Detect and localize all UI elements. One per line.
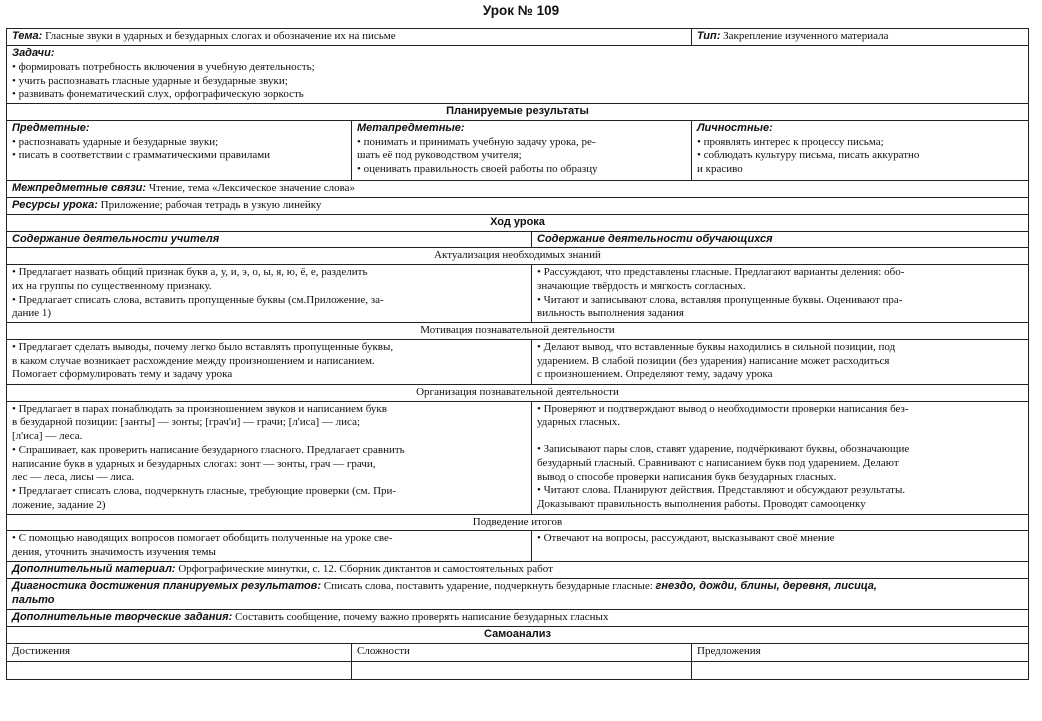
students-line: безударный гласный. Сравнивают с написанием букв под ударением. Делают [537,456,899,469]
teacher-line: их на группы по существенному признаку. [12,279,212,292]
meta-result-item: • оценивать правильность своей работы по образцу [357,163,598,175]
teacher-column-header: Содержание деятельности учителя [7,231,532,248]
stage-title: Подведение итогов [7,514,1029,531]
tasks-cell [7,46,1029,104]
tasks-label: Задачи: [12,47,55,59]
teacher-line: Помогает сформулировать тему и задачу урока [12,368,233,381]
students-line: вывод о способе проверки написания букв безударных гласных. [537,470,837,483]
students-line: • Читают слова. Планируют действия. Представляют и обсуждают результаты. [537,484,906,497]
topic-text: Гласные звуки в ударных и безударных слогах и обозначение их на письме [45,30,396,42]
task-item: • учить распознавать гласные ударные и безударные звуки; [12,74,288,87]
additional-material-label: Дополнительный материал: [12,563,176,576]
task-item: • развивать фонематический слух, орфографическую зоркость [12,88,304,101]
additional-material-cell [7,562,1029,579]
stage-title: Организация познавательной деятельности [7,384,1029,401]
subject-result-item: • писать в соответствии с грамматическими правилами [12,149,271,162]
type-text: Закрепление изученного материала [723,30,889,42]
students-line: • Читают и записывают слова, вставляя пропущенные буквы. Оценивают пра- [537,293,903,306]
diagnostics-text: Списать слова, поставить ударение, подчеркнуть безударные гласные: [323,580,653,593]
type-label: Тип: [697,30,721,42]
stage-teacher-cell [7,401,532,514]
teacher-line: написание букв в ударных и безударных слогах: зонт — зонты, грач — грачи, [12,457,376,470]
students-line: вильность выполнения задания [537,307,684,320]
teacher-line: ложение, задание 2) [12,498,106,511]
additional-material-text: Орфографические минутки, с. 12. Сборник диктантов и самостоятельных работ [178,563,553,576]
meta-result-item: • понимать и принимать учебную задачу урока, ре- [357,135,596,148]
teacher-line: • Предлагает списать слова, подчеркнуть гласные, требующие проверки (см. При- [12,485,397,497]
stage-students-cell [532,339,1029,384]
suggestions-blank [692,662,1029,680]
personal-results-cell [692,120,1029,180]
students-line: • Рассуждают, что представлены гласные. Предлагают варианты деления: обо- [537,266,905,278]
students-line: с произношением. Определяют тему, задачу урока [537,368,773,381]
teacher-line: • С помощью наводящих вопросов помогает обобщить полученные на уроке све- [12,532,393,545]
teacher-line: в каком случае возникает расхождение между произношением и написанием. [12,354,375,367]
meta-result-item: шать её под руководством учителя; [357,149,522,162]
resources-cell [7,197,1029,214]
topic-cell [7,29,692,46]
subject-result-item: • распознавать ударные и безударные звуки; [12,135,219,148]
stage-students-cell [532,401,1029,514]
personal-results-label: Личностные: [697,121,773,134]
difficulties-cell: Сложности [352,644,692,662]
students-line: • Проверяют и подтверждают вывод о необходимости проверки написания без- [537,402,909,415]
type-cell [692,29,1029,46]
teacher-line: лес — леса, лисы — лиса. [12,471,135,484]
resources-label: Ресурсы урока: [12,198,98,211]
students-line: ударных гласных. [537,416,621,429]
resources-text: Приложение; рабочая тетрадь в узкую линейку [100,198,322,211]
achievements-cell: Достижения [7,644,352,662]
suggestions-cell: Предложения [692,644,1029,662]
diagnostics-cell [7,579,1029,610]
teacher-line: • Предлагает сделать выводы, почему легко было вставлять пропущенные буквы, [12,340,394,353]
course-header: Ход урока [7,214,1029,231]
subject-results-cell [7,120,352,180]
stage-teacher-cell [7,339,532,384]
personal-result-item: • проявлять интерес к процессу письма; [697,135,884,148]
task-item: • формировать потребность включения в учебную деятельность; [12,60,315,73]
self-analysis-header: Самоанализ [7,627,1029,644]
students-line: Доказывают правильность выполнения работы. Проводят самооценку [537,498,866,510]
interdisciplinary-cell [7,180,1029,197]
students-line: значающие твёрдость и мягкость согласных. [537,279,746,292]
students-column-header: Содержание деятельности обучающихся [532,231,1029,248]
stage-title: Мотивация познавательной деятельности [7,323,1029,340]
difficulties-blank [352,662,692,680]
meta-results-label: Метапредметные: [357,121,465,134]
personal-result-item: и красиво [697,163,743,175]
diagnostics-label: Диагностика достижения планируемых результатов: [12,580,321,593]
lesson-title: Урок № 109 [482,3,560,18]
students-line: • Отвечают на вопросы, рассуждают, высказывают своё мнение [537,532,835,545]
stage-teacher-cell [7,265,532,323]
creative-tasks-label: Дополнительные творческие задания: [12,611,233,624]
subject-results-label: Предметные: [12,121,90,134]
students-line [537,430,1023,443]
teacher-line: • Предлагает в парах понаблюдать за произношением звуков и написанием букв [12,402,387,415]
diagnostics-words-cont: пальто [12,594,55,606]
lesson-card-table [6,28,1029,680]
meta-results-cell [352,120,692,180]
students-line: ударением. В слабой позиции (без ударения) написание может расходиться [537,354,890,367]
teacher-line: в безударной позиции: [занты] — зонты; [грач'и] — грачи; [л'иса] — лиса; [12,416,361,429]
topic-label: Тема: [12,30,43,42]
creative-tasks-text: Составить сообщение, почему важно проверять написание безударных гласных [234,611,609,624]
students-line: • Делают вывод, что вставленные буквы находились в сильной позиции, под [537,340,896,353]
interdisciplinary-label: Межпредметные связи: [12,181,147,194]
stage-students-cell [532,531,1029,562]
teacher-line: • Предлагает списать слова, вставить пропущенные буквы (см.Приложение, за- [12,293,384,306]
diagnostics-words: гнездо, дожди, блины, деревня, лисица, [655,580,877,593]
planned-results-header: Планируемые результаты [7,104,1029,121]
personal-result-item: • соблюдать культуру письма, писать аккуратно [697,149,920,162]
stage-students-cell [532,265,1029,323]
creative-tasks-cell [7,610,1029,627]
stage-title: Актуализация необходимых знаний [7,248,1029,265]
interdisciplinary-text: Чтение, тема «Лексическое значение слова» [148,181,356,194]
teacher-line: • Спрашивает, как проверить написание безударного гласного. Предлагает сравнить [12,443,405,456]
teacher-line: • Предлагает назвать общий признак букв а, у, и, э, о, ы, я, ю, ё, е, разделить [12,266,368,278]
stage-teacher-cell [7,531,532,562]
achievements-blank [7,662,352,680]
teacher-line: дание 1) [12,307,52,320]
students-line: • Записывают пары слов, ставят ударение, подчёркивают буквы, обозначающие [537,443,910,455]
teacher-line: дения, уточнить значимость изучения темы [12,546,216,558]
teacher-line: [л'иса] — леса. [12,430,83,442]
